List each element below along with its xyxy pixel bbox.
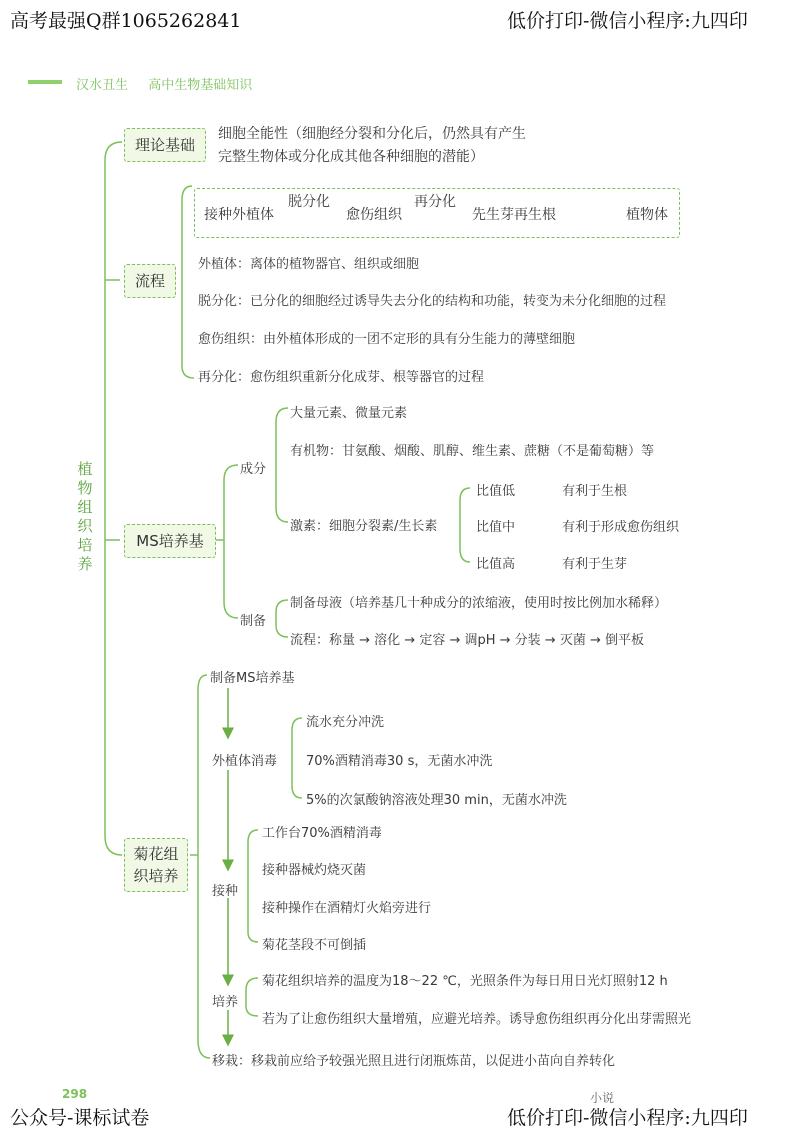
ratio-low: 比值低 <box>476 484 516 499</box>
disinfect-item-alcohol: 70%酒精消毒30 s，无菌水冲洗 <box>306 754 493 769</box>
ms-hormone: 激素：细胞分裂素/生长素 <box>290 519 438 534</box>
culture-item-conditions: 菊花组织培养的温度为18～22 ℃，光照条件为每日用日光灯照射12 h <box>262 974 668 989</box>
inoculate-item-stem: 菊花茎段不可倒插 <box>262 938 367 953</box>
watermark-top-right: 低价打印-微信小程序:九四印 <box>507 10 748 32</box>
chrys-culture-box <box>124 838 188 892</box>
process-def-dediff: 脱分化：已分化的细胞经过诱导失去分化的结构和功能，转变为未分化细胞的过程 <box>198 294 667 309</box>
ms-prep-stock: 制备母液（培养基几十种成分的浓缩液，使用时按比例加水稀释） <box>290 596 668 611</box>
process-def-rediff: 再分化：愈伤组织重新分化成芽、根等器官的过程 <box>198 370 485 385</box>
ratio-high-effect: 有利于生芽 <box>562 557 628 572</box>
root-topic: 植物组织培养 <box>77 460 93 573</box>
flow-arrow-label-rediff: 再分化 <box>414 194 456 210</box>
inoculate-item-tools: 接种器械灼烧灭菌 <box>262 863 367 878</box>
footer-fragment: 小说 <box>590 1091 615 1105</box>
running-header-book: 高中生物基础知识 <box>148 78 253 93</box>
chrys-transplant: 移栽：移栽前应给予较强光照且进行闭瓶炼苗，以促进小苗向自养转化 <box>212 1054 616 1069</box>
disinfect-item-hypochlorite: 5%的次氯酸钠溶液处理30 min，无菌水冲洗 <box>306 793 567 808</box>
chrys-culture-label-line1: 菊花组 <box>133 845 179 863</box>
chrys-culture-step-label: 培养 <box>212 995 239 1010</box>
watermark-top-left: 高考最强Q群1065262841 <box>10 10 242 32</box>
culture-item-light: 若为了让愈伤组织大量增殖，应避光培养。诱导愈伤组织再分化出芽需照光 <box>262 1012 692 1027</box>
watermark-bottom-left: 公众号-课标试卷 <box>10 1107 150 1129</box>
ms-composition-organic: 有机物：甘氨酸、烟酸、肌醇、维生素、蔗糖（不是葡萄糖）等 <box>290 444 655 459</box>
flow-node-bud-root: 先生芽再生根 <box>472 207 556 223</box>
ratio-mid-effect: 有利于形成愈伤组织 <box>562 520 680 535</box>
running-header-author: 汉水丑生 <box>76 78 129 93</box>
ms-composition-elements: 大量元素、微量元素 <box>290 406 408 421</box>
theory-text-line1: 细胞全能性（细胞经分裂和分化后，仍然具有产生 <box>218 126 526 142</box>
process-def-callus: 愈伤组织：由外植体形成的一团不定形的具有分生能力的薄壁细胞 <box>198 332 576 347</box>
disinfect-item-wash: 流水充分冲洗 <box>306 715 385 730</box>
chrys-step-prepare-ms: 制备MS培养基 <box>210 671 295 686</box>
ratio-high: 比值高 <box>476 557 516 572</box>
theory-text-line2: 完整生物体或分化成其他各种细胞的潜能） <box>218 149 484 165</box>
flow-node-callus: 愈伤组织 <box>346 207 402 223</box>
inoculate-item-flame: 接种操作在酒精灯火焰旁进行 <box>262 901 432 916</box>
watermark-bottom-right: 低价打印-微信小程序:九四印 <box>507 1107 748 1129</box>
flow-node-plant: 植物体 <box>626 207 668 223</box>
page-number: 298 <box>62 1087 88 1101</box>
ratio-mid: 比值中 <box>476 520 516 535</box>
flow-node-explant: 接种外植体 <box>204 207 274 223</box>
ms-prep-label: 制备 <box>240 614 267 629</box>
flow-arrow-label-dediff: 脱分化 <box>288 194 330 210</box>
chrys-inoculate-label: 接种 <box>212 884 239 899</box>
process-box: 流程 <box>124 264 176 298</box>
ratio-low-effect: 有利于生根 <box>562 484 628 499</box>
inoculate-item-bench: 工作台70%酒精消毒 <box>262 826 382 841</box>
theory-box: 理论基础 <box>124 128 206 162</box>
ms-prep-procedure: 流程：称量 → 溶化 → 定容 → 调pH → 分装 → 灭菌 → 倒平板 <box>290 633 644 648</box>
ms-medium-box: MS培养基 <box>124 524 216 558</box>
chrys-disinfect-label: 外植体消毒 <box>212 754 278 769</box>
ms-composition-label: 成分 <box>240 462 267 477</box>
process-def-explant: 外植体：离体的植物器官、组织或细胞 <box>198 257 420 272</box>
running-header <box>76 74 252 93</box>
chrys-culture-label-line2: 织培养 <box>133 867 179 885</box>
